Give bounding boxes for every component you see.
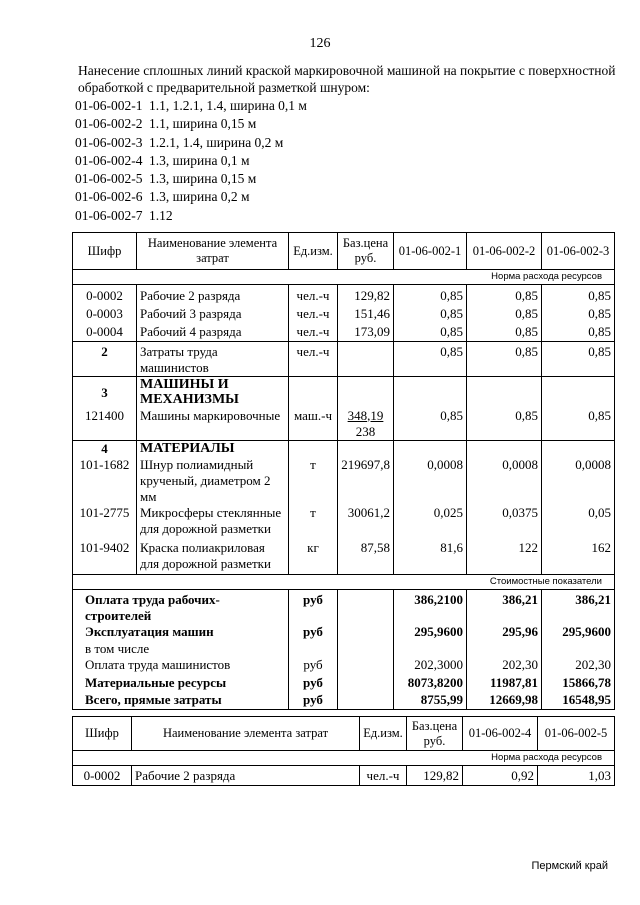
header-unit: Ед.изм. xyxy=(289,233,338,270)
table-row: 0-0003 Рабочий 3 разряда чел.-ч 151,46 0,85 0,85 0,85 xyxy=(73,306,615,324)
code-item xyxy=(75,134,307,152)
table-row: Эксплуатация машин руб 295,9600 295,96 295,9600 xyxy=(73,624,615,641)
cost-band xyxy=(73,574,615,589)
code-item xyxy=(75,97,307,115)
code: 01-06-002-5 xyxy=(75,171,143,187)
code-desc: 1.3, ширина 0,2 м xyxy=(149,189,250,205)
footer-region: Пермский край xyxy=(531,860,608,872)
table-row: 101-1682 Шнур полиамидный крученый, диаметром 2 мм т 219697,8 0,0008 0,0008 0,0008 xyxy=(73,457,615,505)
code-desc: 1.1, 1.2.1, 1.4, ширина 0,1 м xyxy=(149,98,307,113)
code-item xyxy=(75,152,307,170)
table-row: 0-0004 Рабочий 4 разряда чел.-ч 173,09 0,85 0,85 0,85 xyxy=(73,324,615,342)
table-row: 121400 Машины маркировочные маш.-ч 348,19 238 0,85 0,85 0,85 xyxy=(73,408,615,441)
table-row-total: Всего, прямые затраты руб 8755,99 12669,98 16548,95 xyxy=(73,692,615,710)
code-list xyxy=(75,97,307,225)
header-name: Наименование элемента затрат xyxy=(137,233,289,270)
table-row: 2 Затраты труда машинистов чел.-ч 0,85 0,85 0,85 xyxy=(73,342,615,377)
resource-table-1 xyxy=(72,232,615,710)
code: 01-06-002-2 xyxy=(75,116,143,132)
code: 01-06-002-4 xyxy=(75,152,143,168)
norm-band xyxy=(73,751,615,766)
table-row: 101-2775 Микросферы стеклянные для дорожной разметки т 30061,2 0,025 0,0375 0,05 xyxy=(73,505,615,540)
header-code: Шифр xyxy=(73,717,132,751)
table-row: Материальные ресурсы руб 8073,8200 11987,81 15866,78 xyxy=(73,675,615,692)
intro-text: Нанесение сплошных линий краской маркировочной машиной на покрытие с поверхностной обработкой с предварительной разметкой шнуром: xyxy=(78,63,616,95)
table-row: 0-0002 Рабочие 2 разряда чел.-ч 129,82 0,92 1,03 xyxy=(73,766,615,786)
section-materials: 4 МАТЕРИАЛЫ xyxy=(73,441,615,458)
table-row: 0-0002 Рабочие 2 разряда чел.-ч 129,82 0,85 0,85 0,85 xyxy=(73,285,615,306)
header-price: Баз.цена руб. xyxy=(407,717,463,751)
section-machines: 3 МАШИНЫ И МЕХАНИЗМЫ xyxy=(73,377,615,408)
code-item xyxy=(75,188,307,206)
header-col-2: 01-06-002-5 xyxy=(538,717,615,751)
table-row: Оплата труда рабочих-строителей руб 386,2100 386,21 386,21 xyxy=(73,589,615,624)
header-unit: Ед.изм. xyxy=(360,717,407,751)
code: 01-06-002-6 xyxy=(75,189,143,205)
header-code: Шифр xyxy=(73,233,137,270)
table-row: 101-9402 Краска полиакриловая для дорожной разметки кг 87,58 81,6 122 162 xyxy=(73,540,615,574)
header-col-1: 01-06-002-4 xyxy=(463,717,538,751)
header-col-3: 01-06-002-3 xyxy=(542,233,615,270)
resource-table-2 xyxy=(72,716,615,786)
norm-label: Норма расхода ресурсов xyxy=(73,751,615,766)
code-desc: 1.2.1, 1.4, ширина 0,2 м xyxy=(149,134,284,150)
table-header xyxy=(73,717,615,751)
code-item xyxy=(75,207,307,225)
page-number: 126 xyxy=(309,36,331,51)
cost-label: Стоимостные показатели xyxy=(73,574,615,589)
table-row: Оплата труда машинистов руб 202,3000 202,30 202,30 xyxy=(73,657,615,675)
header-price: Баз.цена руб. xyxy=(338,233,394,270)
code-desc: 1.12 xyxy=(149,207,173,223)
code-desc: 1.1, ширина 0,15 м xyxy=(149,116,257,132)
code: 01-06-002-3 xyxy=(75,134,143,150)
code: 01-06-002-7 xyxy=(75,207,143,223)
norm-band xyxy=(73,270,615,285)
code-item xyxy=(75,115,307,133)
header-name: Наименование элемента затрат xyxy=(132,717,360,751)
table-header xyxy=(73,233,615,270)
code-item xyxy=(75,170,307,188)
code: 01-06-002-1 xyxy=(75,98,143,113)
code-desc: 1.3, ширина 0,1 м xyxy=(149,152,250,168)
header-col-2: 01-06-002-2 xyxy=(467,233,542,270)
norm-label: Норма расхода ресурсов xyxy=(73,270,615,285)
header-col-1: 01-06-002-1 xyxy=(394,233,467,270)
code-desc: 1.3, ширина 0,15 м xyxy=(149,171,257,187)
table-row: в том числе xyxy=(73,641,615,657)
